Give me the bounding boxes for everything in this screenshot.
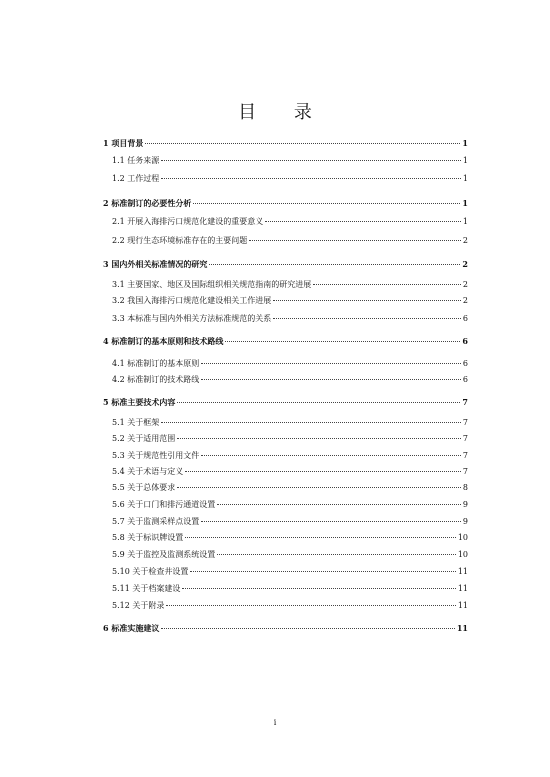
toc-entry-page: 10: [457, 533, 468, 542]
dot-leader: [182, 588, 455, 589]
toc-chapter-entry[interactable]: [103, 397, 468, 407]
toc-entry-page: 6: [462, 314, 468, 323]
dot-leader: [177, 487, 461, 488]
toc-entry-page: 11: [457, 567, 468, 576]
dot-leader: [209, 264, 460, 265]
toc-section-entry[interactable]: [112, 217, 468, 227]
toc-entry-label: 5.4 关于术语与定义: [112, 467, 184, 476]
toc-entry-page: 1: [462, 217, 468, 226]
dot-leader: [190, 571, 455, 572]
dot-leader: [193, 203, 460, 204]
dot-leader: [177, 402, 460, 403]
dot-leader: [145, 143, 460, 144]
toc-entry-label: 5.6 关于口门和排污通道设置: [112, 500, 216, 509]
dot-leader: [166, 605, 455, 606]
dot-leader: [217, 504, 461, 505]
toc-section-entry[interactable]: [112, 280, 468, 290]
toc-entry-page: 9: [462, 517, 468, 526]
toc-entry-label: 5.7 关于监测采样点设置: [112, 517, 200, 526]
toc-entry-page: 6: [462, 336, 468, 346]
toc-entry-page: 2: [462, 296, 468, 305]
dot-leader: [201, 455, 461, 456]
toc-entry-label: 5.1 关于框架: [112, 418, 160, 427]
toc-entry-page: 11: [456, 623, 468, 633]
dot-leader: [201, 379, 461, 380]
toc-section-entry[interactable]: [112, 533, 468, 543]
dot-leader: [161, 628, 455, 629]
dot-leader: [201, 363, 461, 364]
toc-section-entry[interactable]: [112, 156, 468, 166]
toc-section-entry[interactable]: [112, 500, 468, 510]
toc-section-entry[interactable]: [112, 601, 468, 611]
toc-entry-label: 5.3 关于规范性引用文件: [112, 451, 200, 460]
toc-section-entry[interactable]: [112, 375, 468, 385]
toc-entry-page: 2: [462, 280, 468, 289]
dot-leader: [249, 240, 461, 241]
toc-section-entry[interactable]: [112, 434, 468, 444]
dot-leader: [265, 221, 461, 222]
toc-section-entry[interactable]: [112, 296, 468, 306]
toc-section-entry[interactable]: [112, 517, 468, 527]
toc-entry-label: 3 国内外相关标准情况的研究: [103, 259, 208, 269]
toc-section-entry[interactable]: [112, 451, 468, 461]
toc-entry-label: 3.2 我国入海排污口规范化建设相关工作进展: [112, 296, 272, 305]
toc-entry-page: 7: [462, 467, 468, 476]
toc-entry-page: 7: [462, 418, 468, 427]
dot-leader: [225, 341, 460, 342]
toc-entry-page: 2: [462, 259, 468, 269]
toc-entry-label: 5.9 关于监控及监测系统设置: [112, 550, 216, 559]
toc-section-entry[interactable]: [112, 359, 468, 369]
toc-entry-page: 7: [462, 434, 468, 443]
toc-entry-page: 6: [462, 375, 468, 384]
toc-section-entry[interactable]: [112, 418, 468, 428]
toc-entry-label: 2 标准制订的必要性分析: [103, 198, 192, 208]
toc-section-entry[interactable]: [112, 483, 468, 493]
toc-entry-label: 3.1 主要国家、地区及国际组织相关规范指南的研究进展: [112, 280, 312, 289]
toc-entry-label: 2.1 开展入海排污口规范化建设的重要意义: [112, 217, 264, 226]
toc-entry-label: 2.2 现行生态环境标准存在的主要问题: [112, 236, 248, 245]
toc-section-entry[interactable]: [112, 174, 468, 184]
toc-entry-label: 5.10 关于检查井设置: [112, 567, 189, 576]
toc-entry-page: 6: [462, 359, 468, 368]
toc-entry-page: 2: [462, 236, 468, 245]
toc-chapter-entry[interactable]: [103, 623, 468, 633]
toc-entry-label: 5.11 关于档案建设: [112, 584, 181, 593]
dot-leader: [273, 300, 461, 301]
toc-entry-label: 5.12 关于附录: [112, 601, 165, 610]
toc-entry-label: 1 项目背景: [103, 138, 144, 148]
dot-leader: [161, 178, 461, 179]
toc-section-entry[interactable]: [112, 550, 468, 560]
toc-entry-page: 1: [462, 138, 468, 148]
toc-chapter-entry[interactable]: [103, 336, 468, 346]
dot-leader: [185, 537, 456, 538]
toc-entry-label: 5.2 关于适用范围: [112, 434, 176, 443]
toc-entry-label: 6 标准实施建议: [103, 623, 160, 633]
toc-entry-page: 11: [457, 601, 468, 610]
toc-section-entry[interactable]: [112, 314, 468, 324]
toc-entry-label: 5 标准主要技术内容: [103, 397, 176, 407]
toc-chapter-entry[interactable]: [103, 138, 468, 148]
toc-entry-label: 5.8 关于标识牌设置: [112, 533, 184, 542]
toc-entry-label: 5.5 关于总体要求: [112, 483, 176, 492]
toc-section-entry[interactable]: [112, 567, 468, 577]
toc-chapter-entry[interactable]: [103, 259, 468, 269]
toc-section-entry[interactable]: [112, 236, 468, 246]
toc-entry-label: 3.3 本标准与国内外相关方法标准规范的关系: [112, 314, 272, 323]
dot-leader: [161, 422, 461, 423]
toc-chapter-entry[interactable]: [103, 198, 468, 208]
toc-section-entry[interactable]: [112, 467, 468, 477]
toc-entry-page: 7: [462, 451, 468, 460]
dot-leader: [313, 284, 461, 285]
page-title: 目 录: [238, 102, 328, 123]
dot-leader: [201, 521, 461, 522]
dot-leader: [177, 438, 461, 439]
toc-entry-page: 1: [462, 198, 468, 208]
dot-leader: [161, 160, 461, 161]
dot-leader: [217, 554, 456, 555]
toc-entry-label: 4.1 标准制订的基本原则: [112, 359, 200, 368]
toc-entry-page: 7: [462, 397, 468, 407]
toc-entry-page: 11: [457, 584, 468, 593]
toc-entry-label: 4.2 标准制订的技术路线: [112, 375, 200, 384]
toc-entry-page: 9: [462, 500, 468, 509]
toc-section-entry[interactable]: [112, 584, 468, 594]
toc-entry-label: 1.1 任务来源: [112, 156, 160, 165]
dot-leader: [273, 318, 461, 319]
toc-entry-page: 1: [462, 156, 468, 165]
page-number: i: [273, 718, 277, 727]
toc-entry-page: 10: [457, 550, 468, 559]
toc-entry-label: 4 标准制订的基本原则和技术路线: [103, 336, 224, 346]
toc-entry-page: 1: [462, 174, 468, 183]
toc-entry-page: 8: [462, 483, 468, 492]
dot-leader: [185, 471, 461, 472]
toc-entry-label: 1.2 工作过程: [112, 174, 160, 183]
